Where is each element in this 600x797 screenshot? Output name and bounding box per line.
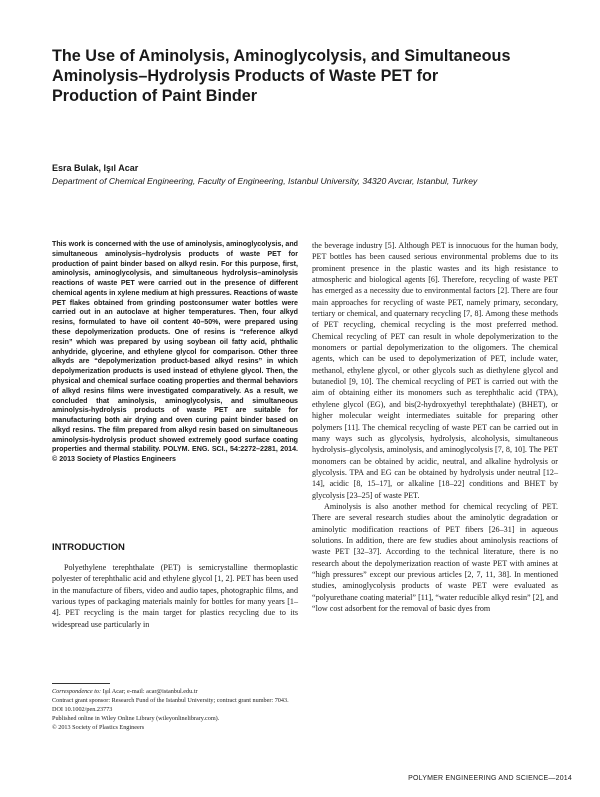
footnote-grant: Contract grant sponsor: Research Fund of the Istanbul University; contract grant number: 7043. xyxy=(52,697,289,705)
section-heading-introduction: INTRODUCTION xyxy=(52,542,125,553)
body-paragraph-aminolysis: Aminolysis is also another method for chemical recycling of PET. There are several research studies about the aminolytic degradation or aminolytic modification reactions of PET fibers [26–31] in aqueous solutions. In addition, there are few studies about aminolysis reactions of waste PET [32–37]. According to the technical literature, there is no research about the depolymerization reaction of waste PET with amines at “high pressures” except our previous articles [2, 7, 11, 38]. In mentioned studies, aminoglycolysis products of waste PET were evaluated as “polyurethane coating material” [11], “water reducible alkyd resin” [2], and “low cost adsorbent for the removal of basic dyes from xyxy=(312,501,558,613)
footnote-correspondence xyxy=(52,687,298,696)
footnote-copyright: © 2013 Society of Plastics Engineers xyxy=(52,724,145,732)
footnote-divider xyxy=(52,683,110,684)
footnote-published: Published online in Wiley Online Library (wileyonlinelibrary.com). xyxy=(52,715,220,723)
footnotes xyxy=(52,687,298,732)
abstract: This work is concerned with the use of aminolysis, aminoglycolysis, and simultaneous aminolysis–hydrolysis products of waste PET for production of paint binder based on alkyd resin. For this purpose, first, aminolysis, aminoglycolysis, and simultaneous hydrolysis–aminolysis reactions of waste PET were carried out in the presence of different chemical agents in xylene medium at high pressures. Reactions of waste PET flakes obtained from grinding postconsumer water bottles were carried out in an autoclave at higher temperatures. Then, four alkyd resins, formulated to have oil content 40–50%, were prepared using these depolymerization products. One of resins is “reference alkyd resin” which was prepared by using soybean oil fatty acid, phthalic anhydride, glycerine, and ethylene glycol for comparison. Other three alkyds are “depolymerization product-based alkyd resins” in which depolymerization products is used instead of ethylene glycol. Then, the physical and chemical surface coating properties and thermal behaviors of alkyd resins films were investigated comparatively. As a result, we concluded that aminolysis, aminoglycolysis, and simultaneous aminolysis-hydrolysis products of waste PET are suitable for manufacturing both air drying and oven curing paint binder based on alkyd resins. The film prepared from alkyd resin based on simultaneous aminolysis-hydrolysis product showed extremely good surface coating properties and thermal stability. POLYM. ENG. SCI., 54:2272–2281, 2014. © 2013 Society of Plastics Engineers xyxy=(52,240,298,464)
introduction-paragraph: Polyethylene terephthalate (PET) is semicrystalline thermoplastic polyester of terephthalic acid and ethylene glycol [1, 2]. PET has been used in the manufacture of fibers, video and audio tapes, photographic films, and various types of packaging materials mainly for bottles for many years [1–4]. PET recycling is the main target for plastics recycling due to its widespread use particularly in xyxy=(52,563,298,629)
right-column xyxy=(312,240,558,614)
correspondence-contact: Işıl Acar; e-mail: acar@istanbul.edu.tr xyxy=(101,688,198,695)
article-authors: Esra Bulak, Işıl Acar xyxy=(52,163,139,173)
correspondence-label: Correspondence to: xyxy=(52,688,102,695)
footnote-doi: DOI 10.1002/pen.23773 xyxy=(52,706,113,714)
journal-footer: POLYMER ENGINEERING AND SCIENCE—2014 xyxy=(408,775,572,782)
author-affiliation: Department of Chemical Engineering, Faculty of Engineering, Istanbul University, 34320 Avcıar, Istanbul, Turkey xyxy=(52,176,478,186)
body-paragraph-recycling: the beverage industry [5]. Although PET is innocuous for the human body, PET bottles has been caused serious environmental problems due to its prominent presence in the plastic wastes and its high resistance to atmospheric and biological agents [6]. Therefore, recycling of waste PET has emerged as a necessity due to environmental factors [2]. There are four main approaches for recycling of waste PET, namely primary, secondary, tertiary or chemical, and quaternary recycling [7, 8]. Among these methods of PET recycling, chemical recycling is the most preferred method. Chemical recycling of PET can result in whole depolymerization to the monomers or partial depolymerization to the oligomers. The chemical agents, which can be used to depolymerization of PET, include water, methanol, ethylene glycol, or other glycols such as diethylene glycol and butanediol [9, 10]. The chemical recycling of PET is carried out with the aim of obtaining either its monomers such as terephthalic acid (TPA), ethylene glycol (EG), and bis(2-hydroxyethyl terephthalate) (BHET), or higher molecular weight intermediates suitable for preparing other polymers [11]. The chemical recycling of waste PET can be carried out in many ways such as glycolysis, hydrolysis, alcoholysis, simultaneous hydrolysis–glycolysis, aminolysis, and aminoglycolysis [7, 8, 10]. The PET monomers can be obtained by acidic, neutral, and alkaline hydrolysis or glycolysis. TPA and EG can be obtained by hydrolysis under neutral [12–14], acidic [8, 15–17], or alkaline [18–22] conditions and BHET by glycolysis [23–25] of waste PET. xyxy=(312,241,558,500)
article-title: The Use of Aminolysis, Aminoglycolysis, and Simultaneous Aminolysis–Hydrolysis Products of Waste PET for Production of Paint Binder xyxy=(52,47,511,105)
